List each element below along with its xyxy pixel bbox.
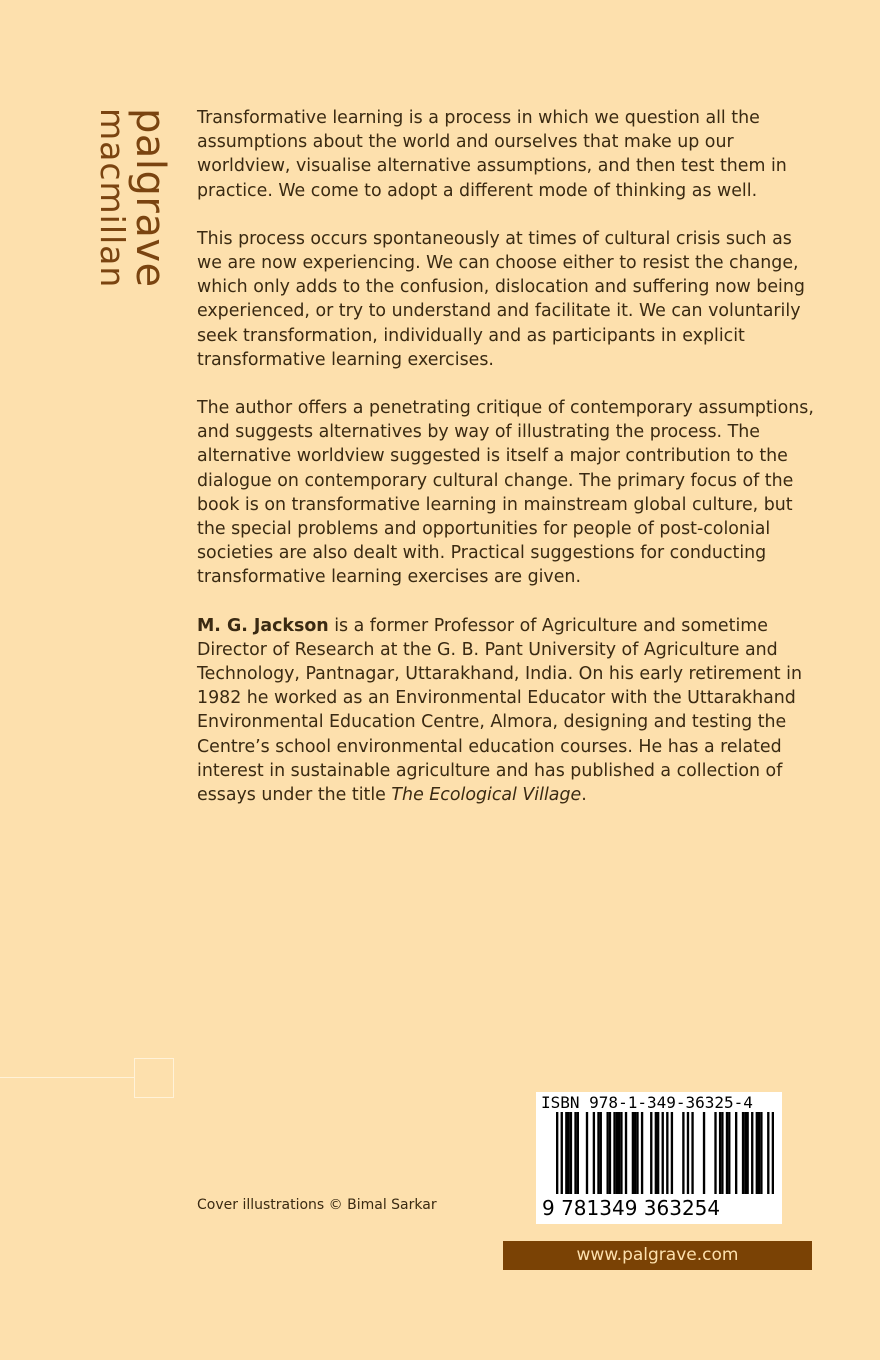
barcode-bar bbox=[600, 1112, 602, 1196]
barcode-bar bbox=[565, 1112, 567, 1196]
barcode-bar bbox=[714, 1112, 716, 1196]
barcode-bar bbox=[751, 1112, 753, 1196]
barcode-bar bbox=[577, 1112, 579, 1196]
barcode-bar bbox=[609, 1112, 611, 1196]
author-bio bbox=[197, 614, 817, 808]
barcode-bar bbox=[687, 1112, 689, 1196]
barcode-bar bbox=[625, 1112, 627, 1196]
cover-credit: Cover illustrations © Bimal Sarkar bbox=[197, 1197, 437, 1213]
barcode-bar bbox=[735, 1112, 737, 1196]
barcode-bar bbox=[703, 1112, 705, 1196]
barcode-bar bbox=[618, 1112, 620, 1196]
barcode-bar bbox=[726, 1112, 728, 1196]
barcode-bar bbox=[721, 1112, 723, 1196]
barcode-bar bbox=[593, 1112, 595, 1196]
author-bio-text: is a former Professor of Agriculture and sometime Director of Research at the G. B. Pant University of Agriculture and Technology, Pantnagar, Uttarakhand, India. On his early retirement in 1982 he worked as an Environmental Educator with the Uttarakhand Environmental Education Centre, Almora, designing and testing the Centre’s school environmental education courses. He has a related interest in sustainable agriculture and has published a collection of essays under the title bbox=[197, 615, 802, 806]
barcode-bar bbox=[655, 1112, 657, 1196]
barcode-bar bbox=[691, 1112, 693, 1196]
barcode-bar bbox=[742, 1112, 744, 1196]
barcode-bar bbox=[613, 1112, 615, 1196]
barcode-bar bbox=[744, 1112, 746, 1196]
barcode-digits: 9 781349 363254 bbox=[542, 1196, 721, 1220]
barcode-bar bbox=[641, 1112, 643, 1196]
barcode-bar bbox=[620, 1112, 622, 1196]
barcode-bar bbox=[634, 1112, 636, 1196]
barcode-bar bbox=[636, 1112, 638, 1196]
author-bio-end: . bbox=[581, 785, 587, 806]
logo-palgrave: palgrave bbox=[127, 108, 173, 288]
barcode-bar bbox=[756, 1112, 758, 1196]
decorative-line bbox=[0, 1077, 134, 1078]
barcode-bar bbox=[570, 1112, 572, 1196]
barcode-bar bbox=[746, 1112, 748, 1196]
barcode-bar bbox=[650, 1112, 652, 1196]
barcode-bar bbox=[567, 1112, 569, 1196]
blurb-paragraph-1: Transformative learning is a process in which we question all the assumptions about the world and ourselves that make up our worldview, visualise alternative assumptions, and then test them in practice. We come to adopt a different mode of thinking as well. bbox=[197, 108, 787, 201]
barcode-bar bbox=[719, 1112, 721, 1196]
barcode-bar bbox=[606, 1112, 608, 1196]
isbn-label: ISBN 978-1-349-36325-4 bbox=[541, 1093, 753, 1112]
blurb-paragraph-2: This process occurs spontaneously at times of cultural crisis such as we are now experiencing. We can choose either to resist the change, which only adds to the confusion, dislocation and suffering now being experienced, or try to understand and facilitate it. We can voluntarily seek transformation, individually and as participants in explicit transformative learning exercises. bbox=[197, 228, 805, 370]
barcode-bar bbox=[758, 1112, 760, 1196]
isbn-barcode bbox=[536, 1092, 782, 1224]
decorative-square bbox=[134, 1058, 174, 1098]
barcode-bar bbox=[760, 1112, 762, 1196]
logo-macmillan: macmillan bbox=[93, 108, 132, 289]
barcode-bar bbox=[574, 1112, 576, 1196]
barcode-bar bbox=[597, 1112, 599, 1196]
website-link[interactable]: www.palgrave.com bbox=[503, 1241, 812, 1270]
book-title: The Ecological Village bbox=[391, 785, 582, 806]
barcode-bar bbox=[616, 1112, 618, 1196]
barcode-bar bbox=[671, 1112, 673, 1196]
barcode-bar bbox=[657, 1112, 659, 1196]
barcode-bar bbox=[586, 1112, 588, 1196]
barcode-bar bbox=[728, 1112, 730, 1196]
barcode-bar bbox=[632, 1112, 634, 1196]
blurb-paragraph-3: The author offers a penetrating critique of contemporary assumptions, and suggests alternatives by way of illustrating the process. The alternative worldview suggested is itself a major contribution to the dialogue on contemporary cultural change. The primary focus of the book is on transformative learning in mainstream global culture, but the special problems and opportunities for people of post-colonial societies are also dealt with. Practical suggestions for conducting transformative learning exercises are given. bbox=[197, 398, 814, 588]
author-name: M. G. Jackson bbox=[197, 615, 329, 636]
publisher-logo bbox=[90, 108, 173, 298]
blurb bbox=[197, 106, 817, 831]
barcode-bar bbox=[682, 1112, 684, 1196]
